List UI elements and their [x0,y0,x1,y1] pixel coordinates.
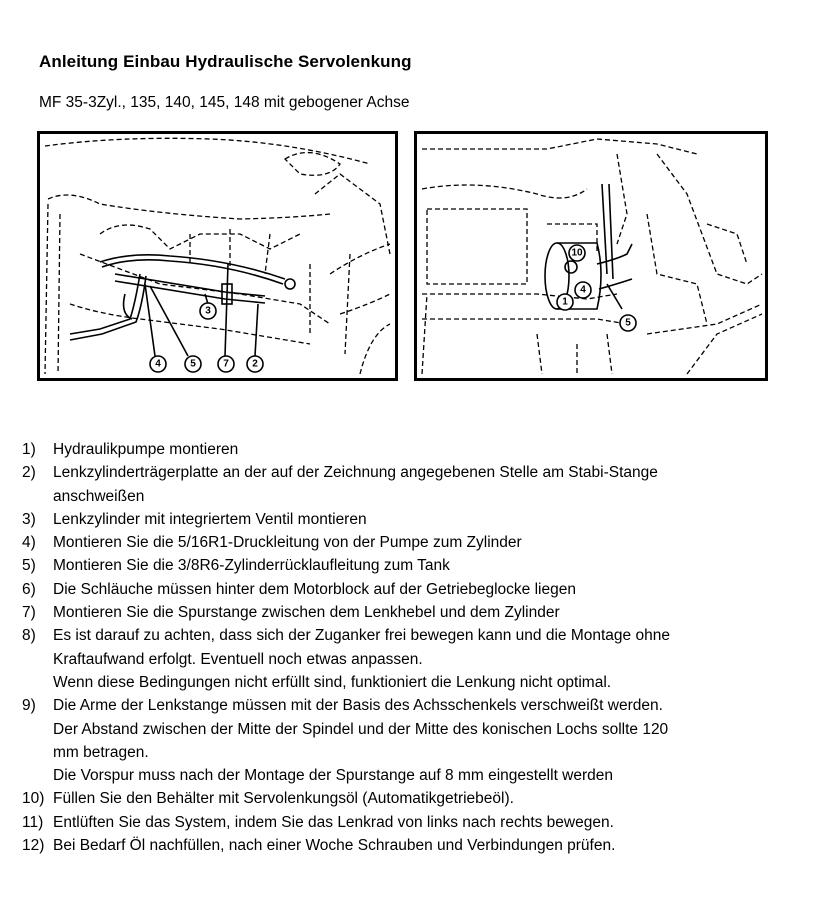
hydraulic-pump-drawing [417,134,765,378]
callout-4 [575,282,591,298]
svg-text:5: 5 [190,358,196,370]
step-text: Füllen Sie den Behälter mit Servolenkungsöl (Automatikgetriebeöl). [53,790,514,808]
step-text: Der Abstand zwischen der Mitte der Spindel und der Mitte des konischen Lochs sollte 120 [53,720,669,738]
step-text: Lenkzylinderträgerplatte an der auf der Zeichnung angegebenen Stelle am Stabi-Stange [53,464,658,482]
step-number: 8) [22,627,36,645]
step-item [22,531,802,554]
step-item [22,508,802,531]
step-number: 6) [22,580,36,598]
installation-steps [22,438,802,857]
steering-cylinder-drawing [40,134,395,378]
step-text: mm betragen. [53,743,149,761]
svg-text:7: 7 [223,358,229,370]
step-number: 7) [22,604,36,622]
step-item [22,624,802,694]
callout-7 [218,356,234,372]
callout-3 [200,303,216,319]
step-item [22,694,802,787]
step-text: Hydraulikpumpe montieren [53,441,239,458]
step-text: anschweißen [53,487,145,505]
callout-4 [150,356,166,372]
step-number: 10) [22,790,45,808]
step-number: 2) [22,464,36,482]
step-item [22,811,802,834]
document-title: Anleitung Einbau Hydraulische Servolenkung [39,52,412,71]
svg-text:4: 4 [155,358,161,370]
document-subtitle: MF 35-3Zyl., 135, 140, 145, 148 mit gebogener Achse [39,94,410,111]
step-text: Es ist darauf zu achten, dass sich der Zuganker frei bewegen kann und die Montage ohne [53,627,670,645]
step-text: Die Schläuche müssen hinter dem Motorblock auf der Getriebeglocke liegen [53,580,576,598]
step-item [22,601,802,624]
step-item [22,578,802,601]
step-text: Bei Bedarf Öl nachfüllen, nach einer Woche Schrauben und Verbindungen prüfen. [53,837,616,855]
step-item [22,787,802,810]
callout-2 [247,356,263,372]
step-text: Die Vorspur muss nach der Montage der Spurstange auf 8 mm eingestellt werden [53,767,614,785]
step-text: Montieren Sie die 3/8R6-Zylinderrücklaufleitung zum Tank [53,557,450,575]
step-number: 4) [22,534,36,552]
step-number: 1) [22,441,36,458]
step-item [22,438,802,461]
callout-1 [557,294,573,310]
callout-10 [569,245,585,261]
step-text: Lenkzylinder mit integriertem Ventil montieren [53,510,367,528]
figure-hydraulic-pump [414,131,768,381]
step-text: Entlüften Sie das System, indem Sie das Lenkrad von links nach rechts bewegen. [53,813,614,831]
step-item [22,554,802,577]
step-item [22,461,802,508]
svg-text:1: 1 [562,296,568,308]
step-text: Montieren Sie die Spurstange zwischen dem Lenkhebel und dem Zylinder [53,604,560,622]
callout-5 [185,356,201,372]
figure-steering-cylinder [37,131,398,381]
step-number: 12) [22,837,45,855]
step-text: Montieren Sie die 5/16R1-Druckleitung von der Pumpe zum Zylinder [53,534,522,552]
svg-text:3: 3 [205,305,211,317]
step-item [22,834,802,857]
step-text: Wenn diese Bedingungen nicht erfüllt sind, funktioniert die Lenkung nicht optimal. [53,673,612,691]
svg-text:4: 4 [580,284,586,296]
callout-5 [620,315,636,331]
svg-text:10: 10 [571,247,583,259]
svg-text:5: 5 [625,317,631,329]
step-number: 11) [22,813,44,831]
svg-text:2: 2 [252,358,258,370]
step-number: 5) [22,557,36,575]
step-number: 3) [22,510,36,528]
step-text: Die Arme der Lenkstange müssen mit der Basis des Achsschenkels verschweißt werden. [53,697,663,715]
step-text: Kraftaufwand erfolgt. Eventuell noch etwas anpassen. [53,650,423,668]
step-number: 9) [22,697,36,715]
